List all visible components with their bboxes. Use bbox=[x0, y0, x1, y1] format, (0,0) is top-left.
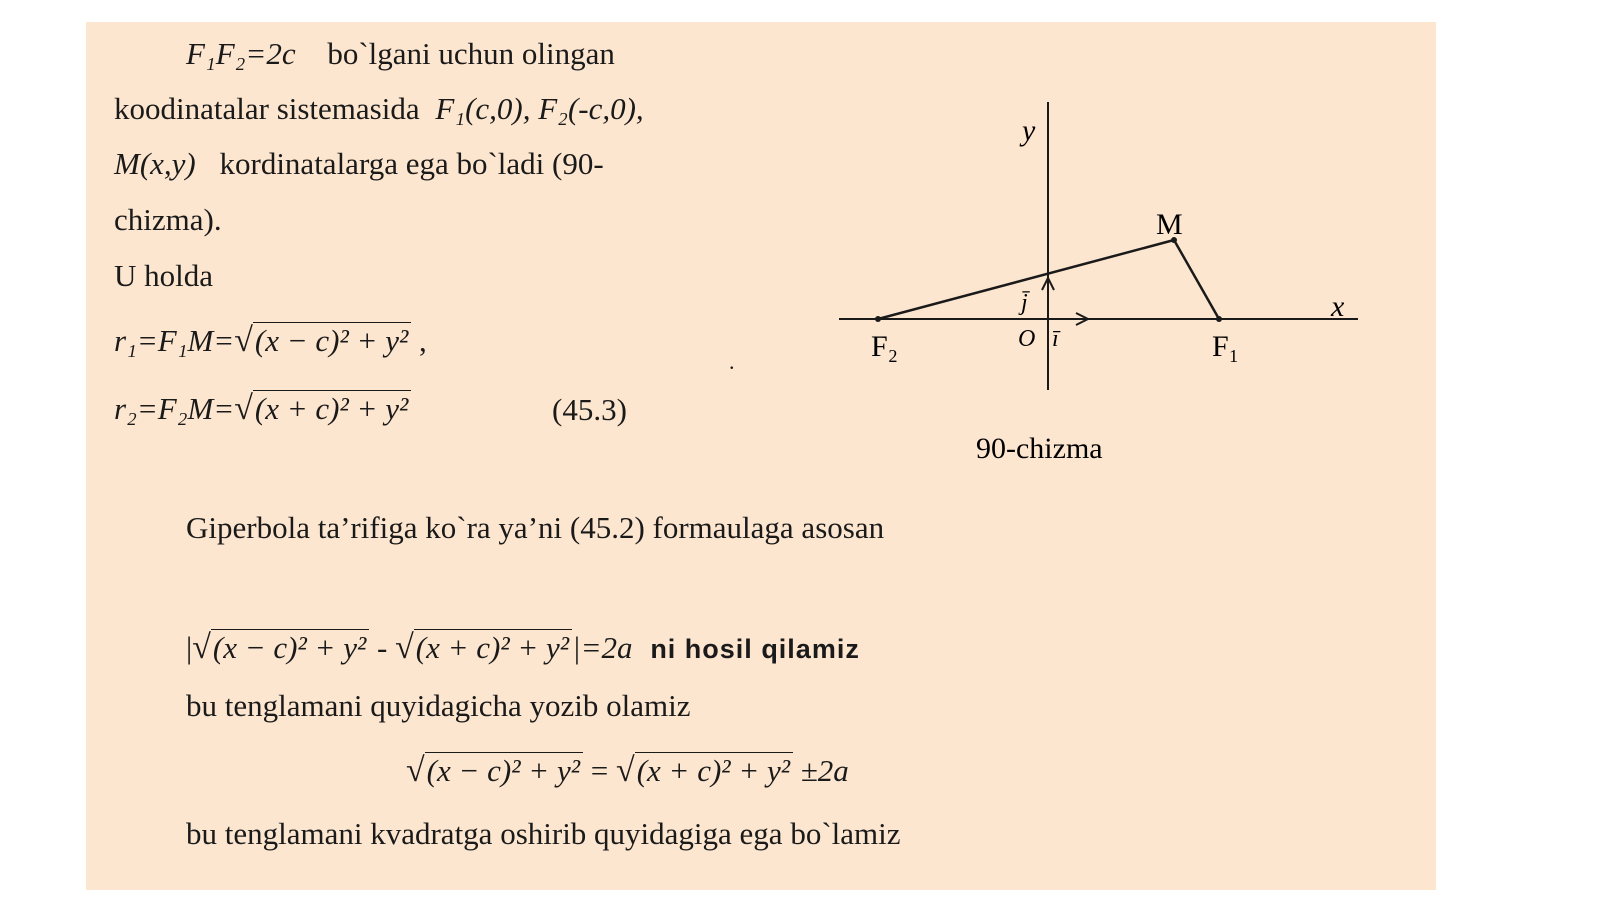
paragraph-text: koodinatalar sistemasida bbox=[114, 91, 420, 126]
stray-dot: . bbox=[729, 349, 735, 374]
point-m-coordinates: M(x,y) bbox=[114, 146, 196, 181]
hyperbola-definition-text: Giperbola ta’rifiga ko`ra ya’ni (45.2) formaulaga asosan bbox=[186, 510, 885, 545]
square-text: bu tenglamani kvadratga oshirib quyidagiga ega bo`lamiz bbox=[186, 816, 901, 851]
radicand: (x − c)² + y² bbox=[425, 752, 583, 789]
paragraph-line-1 bbox=[186, 36, 615, 72]
focal-distance-eq: F₁F₂=2c bbox=[186, 36, 296, 71]
u-holda-text: U holda bbox=[114, 258, 214, 293]
abs-bar: | bbox=[186, 630, 193, 665]
point-f2 bbox=[875, 316, 881, 322]
label-f1: F₁ bbox=[1212, 330, 1240, 363]
paragraph-line-4: chizma). bbox=[114, 202, 222, 237]
radicand: (x − c)² + y² bbox=[211, 629, 369, 666]
comma: , bbox=[419, 323, 427, 358]
label-y: y bbox=[1022, 114, 1036, 147]
sqrt-term-2: √(x + c)² + y² bbox=[395, 629, 572, 666]
figure-caption: 90-chizma bbox=[976, 432, 1103, 465]
r1-equation bbox=[114, 322, 427, 359]
document-page bbox=[86, 22, 1436, 890]
minus-sign: - bbox=[377, 630, 388, 665]
equation-number: (45.3) bbox=[552, 392, 627, 427]
paragraph-line-3 bbox=[114, 146, 604, 182]
sqrt-term-2: √(x + c)² + y² bbox=[616, 752, 793, 789]
label-x: x bbox=[1331, 290, 1345, 323]
equation-rhs: |=2a bbox=[572, 630, 633, 665]
absolute-difference-equation bbox=[186, 629, 860, 667]
label-j: j̄ bbox=[1021, 290, 1028, 316]
equation-tail-text: ni hosil qilamiz bbox=[650, 634, 860, 664]
radicand: (x − c)² + y² bbox=[253, 322, 411, 359]
label-f2: F₂ bbox=[871, 330, 899, 363]
label-m: M bbox=[1156, 208, 1183, 241]
radicand: (x + c)² + y² bbox=[414, 629, 572, 666]
foci-coordinates: F₁(c,0), F₂(-c,0), bbox=[435, 91, 644, 126]
point-f1 bbox=[1216, 316, 1222, 322]
equals-sign: = bbox=[590, 753, 609, 788]
r2-lhs: r₂=F₂M= bbox=[114, 391, 235, 426]
sqrt-term-1: √(x − c)² + y² bbox=[192, 629, 369, 666]
r2-equation bbox=[114, 390, 411, 427]
rewrite-text: bu tenglamani quyidagicha yozib olamiz bbox=[186, 688, 691, 723]
label-i: ī bbox=[1052, 326, 1059, 352]
segment-m-f1 bbox=[1174, 240, 1219, 319]
radicand: (x + c)² + y² bbox=[635, 752, 793, 789]
coordinate-figure bbox=[826, 92, 1366, 472]
label-origin: O bbox=[1018, 326, 1036, 352]
rewritten-equation bbox=[406, 752, 849, 789]
r1-lhs: r₁=F₁M= bbox=[114, 323, 235, 358]
sqrt-r1: √(x − c)² + y² bbox=[234, 322, 411, 359]
paragraph-text: kordinatalarga ega bo`ladi (90- bbox=[219, 146, 604, 181]
sqrt-r2: √(x + c)² + y² bbox=[234, 390, 411, 427]
radicand: (x + c)² + y² bbox=[253, 390, 411, 427]
paragraph-text: bo`lgani uchun olingan bbox=[327, 36, 615, 71]
sqrt-term-1: √(x − c)² + y² bbox=[406, 752, 583, 789]
equation-rhs: ±2a bbox=[800, 753, 849, 788]
paragraph-line-2 bbox=[114, 91, 644, 127]
